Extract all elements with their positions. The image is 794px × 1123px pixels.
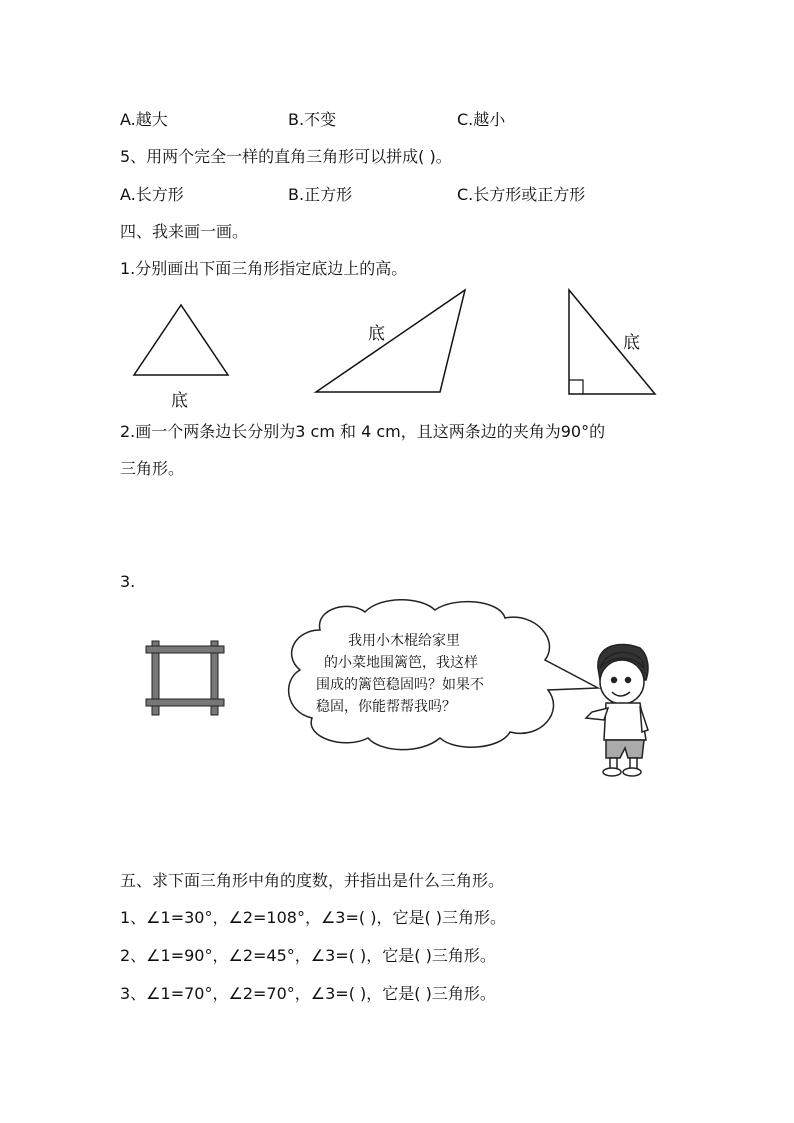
- q5-stem: 5、用两个完全一样的直角三角形可以拼成( )。: [120, 147, 452, 166]
- section5-item-1: 1、∠1=30°，∠2=108°，∠3=( )，它是( )三角形。: [120, 908, 507, 927]
- q4-option-b: B.不变: [288, 110, 337, 129]
- section4-q2-line1: 2.画一个两条边长分别为3 cm 和 4 cm，且这两条边的夹角为90°的: [120, 422, 606, 441]
- right-angle-mark: [569, 380, 583, 394]
- speech-line-1: 我用小木棍给家里: [348, 633, 460, 649]
- triangle-1: [134, 305, 228, 375]
- q5-option-a: A.长方形: [120, 185, 184, 204]
- base-label-1: 底: [171, 391, 188, 411]
- boy-character-icon: [586, 644, 648, 776]
- triangle-2: [316, 290, 465, 392]
- base-label-2: 底: [368, 324, 385, 344]
- q5-option-b: B.正方形: [288, 185, 353, 204]
- section4-q3: 3.: [120, 572, 136, 591]
- section5-item-2: 2、∠1=90°，∠2=45°，∠3=( )，它是( )三角形。: [120, 946, 496, 965]
- section5-item-3: 3、∠1=70°，∠2=70°，∠3=( )，它是( )三角形。: [120, 984, 496, 1003]
- q4-option-a: A.越大: [120, 110, 168, 129]
- section4-title: 四、我来画一画。: [120, 222, 249, 241]
- wooden-fence-icon: [146, 641, 224, 715]
- speech-line-4: 稳固，你能帮帮我吗？: [316, 699, 456, 715]
- section4-q2-line2: 三角形。: [120, 459, 185, 478]
- base-label-3: 底: [623, 333, 640, 353]
- speech-line-3: 围成的篱笆稳固吗？如果不: [316, 677, 484, 693]
- speech-line-2: 的小菜地围篱笆，我这样: [324, 655, 478, 671]
- triangle-3: [569, 290, 655, 394]
- section5-title: 五、求下面三角形中角的度数，并指出是什么三角形。: [120, 871, 505, 890]
- q5-option-c: C.长方形或正方形: [457, 185, 586, 204]
- q4-option-c: C.越小: [457, 110, 506, 129]
- section4-q1: 1.分别画出下面三角形指定底边上的高。: [120, 259, 408, 278]
